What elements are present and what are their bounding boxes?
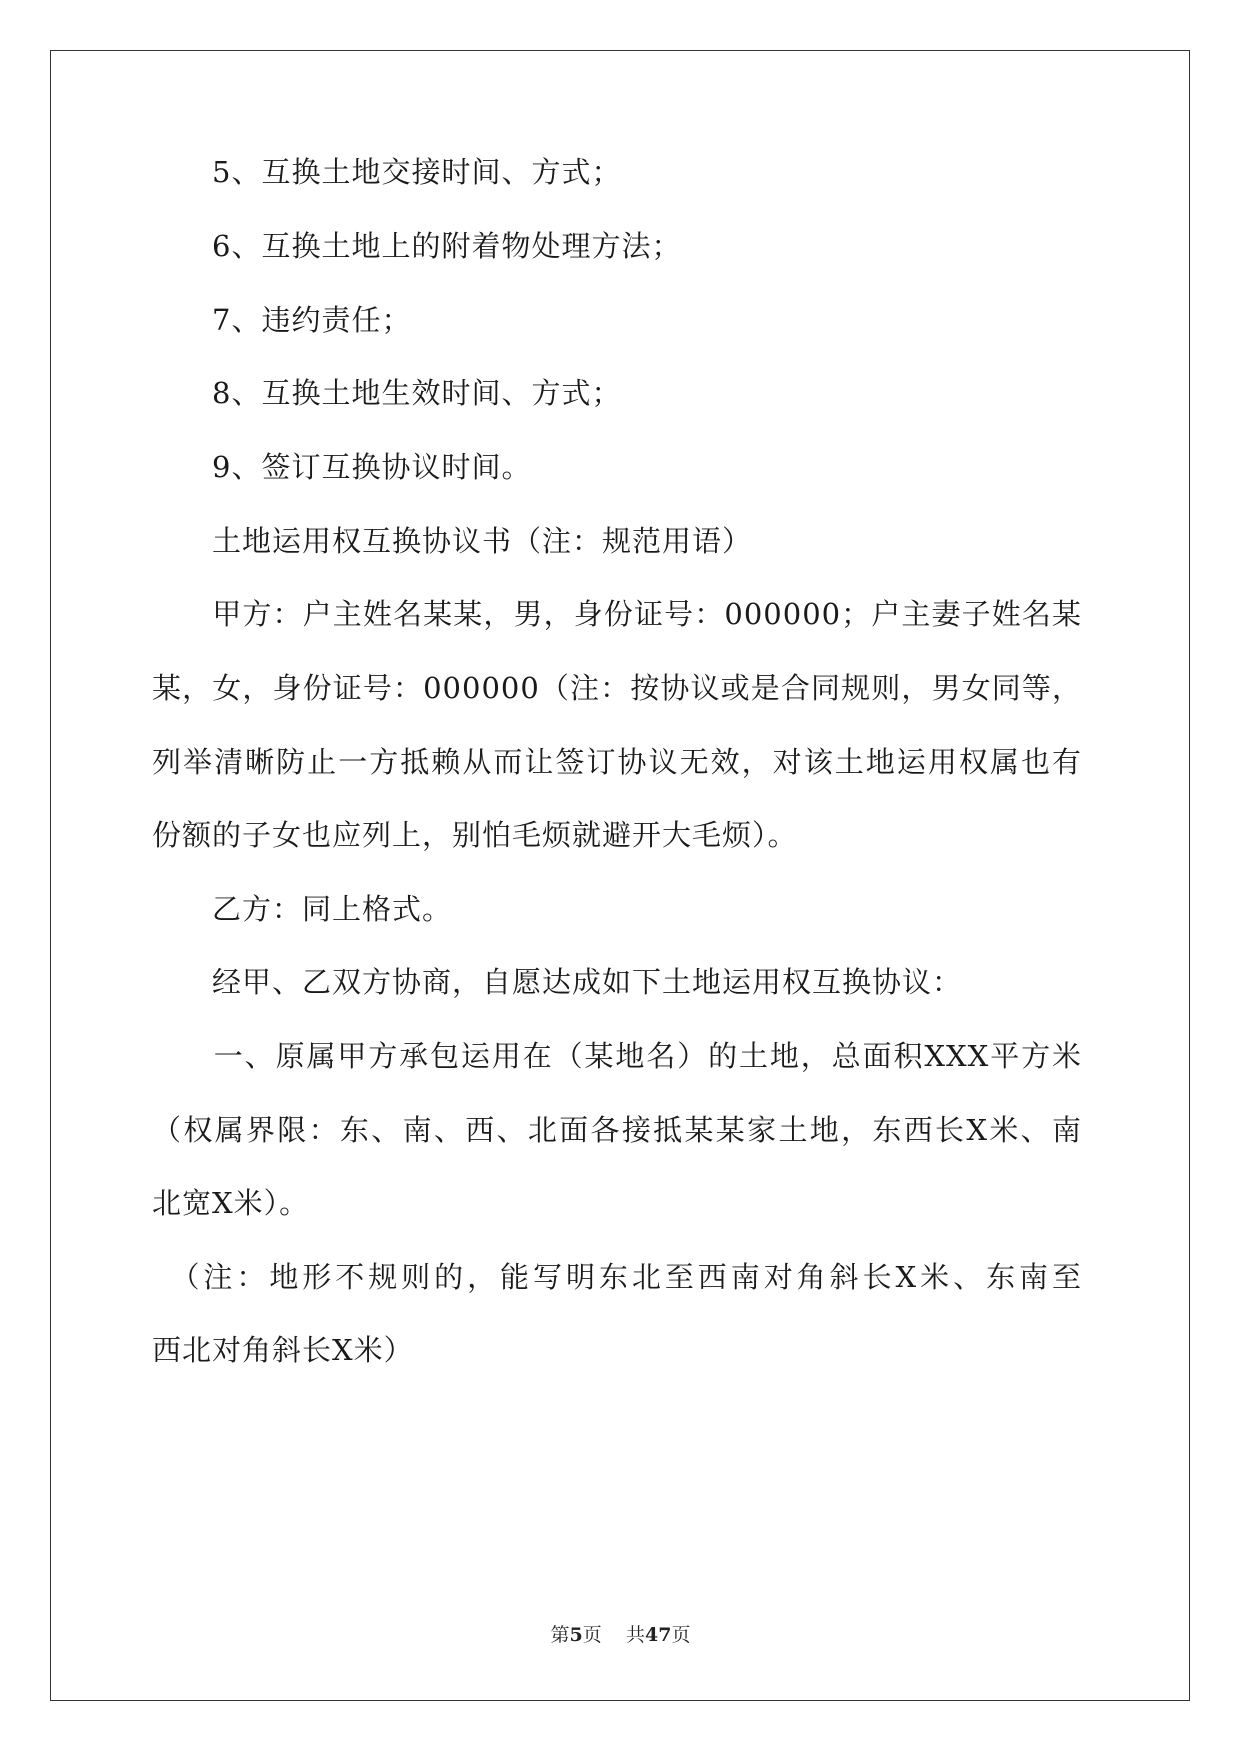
party-a-line-4: 份额的子女也应列上，别怕毛烦就避开大毛烦）。 xyxy=(152,818,798,852)
party-a-line-2: 某，女，身份证号：000000（注：按协议或是合同规则，男女同等， xyxy=(152,671,1082,705)
page-number: 5 xyxy=(569,1624,583,1646)
negotiation-line: 经甲、乙双方协商，自愿达成如下土地运用权互换协议： xyxy=(152,965,963,999)
note-line-1: （注：地形不规则的，能写明东北至西南对角斜长X米、东南至 xyxy=(152,1260,1082,1294)
item-8: 8、互换土地生效时间、方式； xyxy=(152,376,622,410)
note-line-2: 西北对角斜长X米） xyxy=(152,1333,414,1367)
item-9: 9、签订互换协议时间。 xyxy=(152,450,532,484)
page-prefix: 第 xyxy=(550,1624,570,1646)
page-suffix: 页 xyxy=(582,1624,602,1646)
party-a-line-3: 列举清晰防止一方抵赖从而让签订协议无效，对该土地运用权属也有 xyxy=(152,745,1082,779)
total-prefix: 共 xyxy=(625,1624,645,1646)
agreement-title: 土地运用权互换协议书（注：规范用语） xyxy=(152,524,753,558)
page-border xyxy=(50,50,1190,1701)
total-suffix: 页 xyxy=(671,1624,691,1646)
clause-1-line-1: 一、原属甲方承包运用在（某地名）的土地，总面积XXX平方米 xyxy=(152,1039,1082,1073)
clause-1-line-2: （权属界限：东、南、西、北面各接抵某某家土地，东西长X米、南 xyxy=(152,1113,1082,1147)
page-footer xyxy=(0,1620,1241,1647)
item-6: 6、互换土地上的附着物处理方法； xyxy=(152,229,682,263)
item-7: 7、违约责任； xyxy=(152,303,412,337)
clause-1-line-3: 北宽X米）。 xyxy=(152,1186,310,1220)
party-a-line-1: 甲方：户主姓名某某，男，身份证号：000000；户主妻子姓名某 xyxy=(152,597,1082,631)
party-b-line: 乙方：同上格式。 xyxy=(152,892,453,926)
item-5: 5、互换土地交接时间、方式； xyxy=(152,155,622,189)
total-pages: 47 xyxy=(644,1624,672,1646)
